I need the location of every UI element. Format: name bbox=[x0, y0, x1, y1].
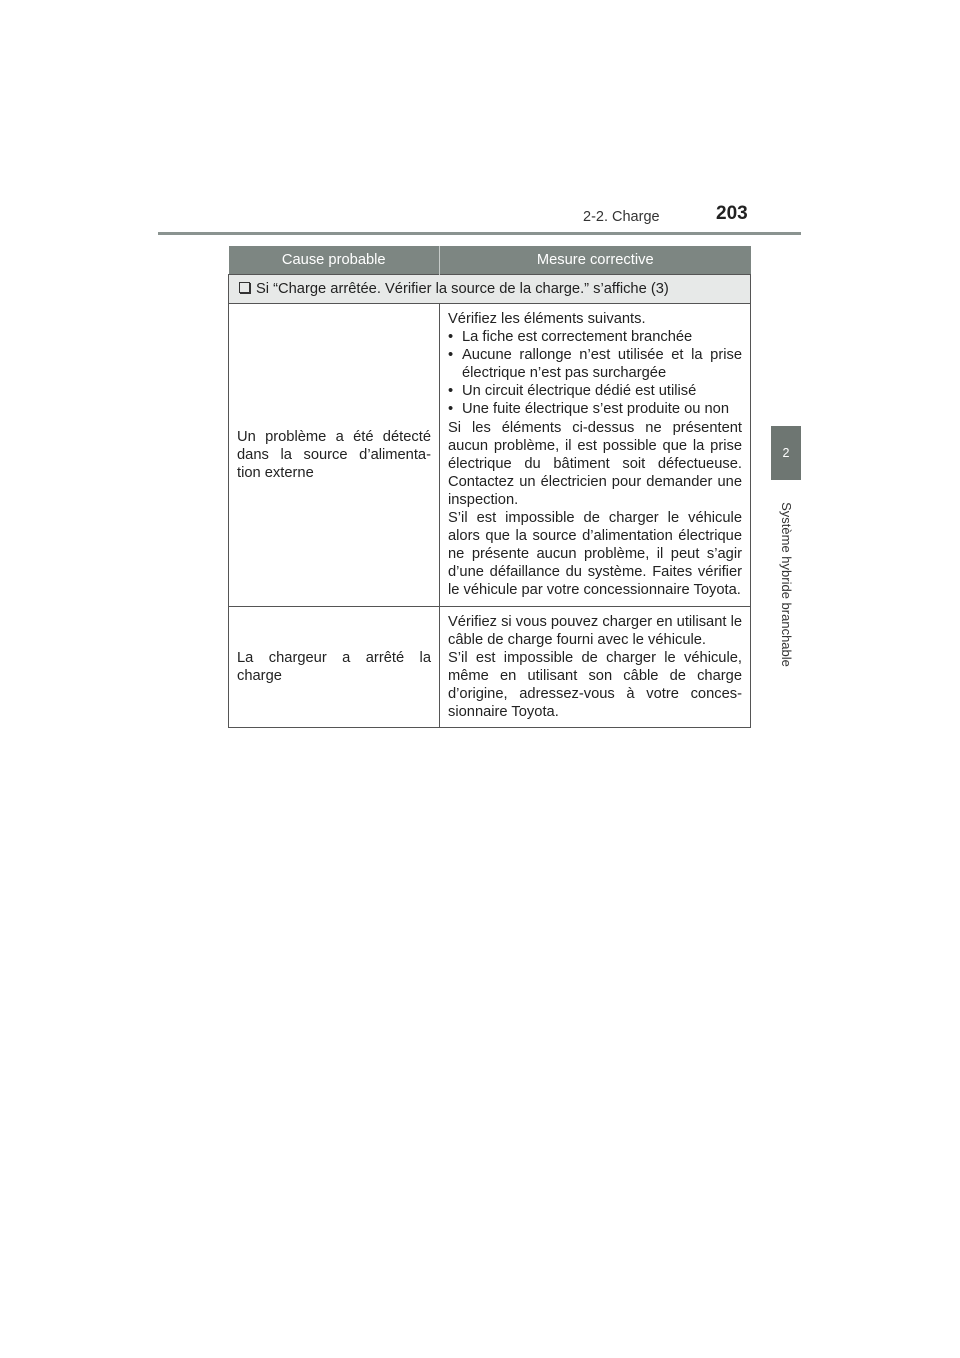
measure-intro: Vérifiez les éléments suivants. bbox=[448, 311, 646, 327]
column-header-measure: Mesure corrective bbox=[440, 246, 751, 275]
page-number: 203 bbox=[716, 203, 748, 224]
chapter-title-tab bbox=[777, 490, 795, 678]
list-item: • Une fuite électrique s’est produite ou non bbox=[448, 401, 729, 418]
list-item: • Un circuit électrique dédié est utilisé bbox=[448, 383, 697, 400]
table-row bbox=[229, 304, 751, 607]
measure-body-2: S’il est impossible de charger le véhicule, même en utilisant son câble de charge d’origine, adressez-vous à votre conces-sionnaire Toyota. bbox=[448, 649, 742, 720]
measure-body: Si les éléments ci-dessus ne présentent aucun problème, il est possible que la prise électrique du bâtiment soit défectueuse. Contactez un électricien pour demander une inspection. bbox=[448, 419, 742, 508]
cause-cell bbox=[229, 304, 440, 607]
troubleshooting-table bbox=[228, 246, 751, 728]
list-item: • La fiche est correctement branchée bbox=[448, 329, 693, 346]
cause-cell bbox=[229, 606, 440, 728]
table-header-row bbox=[229, 246, 751, 275]
list-item-text: La fiche est correctement branchée bbox=[462, 329, 693, 346]
cause-text: Un problème a été détecté dans la source d’alimenta-tion externe bbox=[237, 428, 431, 481]
chapter-title: Système hybride branchable bbox=[778, 501, 794, 667]
chapter-number-tab: 2 bbox=[771, 426, 801, 480]
measure-body: Vérifiez si vous pouvez charger en utilisant le câble de charge fourni avec le véhicule. bbox=[448, 613, 742, 648]
list-item-text: Aucune rallonge n’est utilisée et la prise électrique n’est pas surchargée bbox=[462, 347, 742, 382]
list-item: • Aucune rallonge n’est utilisée et la prise électrique n’est pas surchargée bbox=[448, 347, 742, 382]
measure-cell bbox=[440, 606, 751, 728]
subheading-cell bbox=[229, 275, 751, 304]
section-title: 2-2. Charge bbox=[583, 209, 660, 225]
header-divider bbox=[158, 232, 801, 235]
table-subheading-row bbox=[229, 275, 751, 304]
cause-text: La chargeur a arrêté la charge bbox=[237, 649, 431, 684]
checkbox-icon bbox=[239, 282, 250, 293]
list-item-text: Une fuite électrique s’est produite ou non bbox=[462, 401, 729, 418]
list-item-text: Un circuit électrique dédié est utilisé bbox=[462, 383, 697, 400]
measure-body-2: S’il est impossible de charger le véhicule alors que la source d’alimentation électrique ne présente aucun problème, il peut s’agir d’une défaillance du système. Faites vérifier le véhicule par votre concessionnaire Toyota. bbox=[448, 510, 742, 599]
subheading-text: Si “Charge arrêtée. Vérifier la source de la charge.” s’affiche (3) bbox=[256, 280, 669, 297]
table-row bbox=[229, 606, 751, 728]
measure-cell bbox=[440, 304, 751, 607]
column-header-cause: Cause probable bbox=[229, 246, 440, 275]
